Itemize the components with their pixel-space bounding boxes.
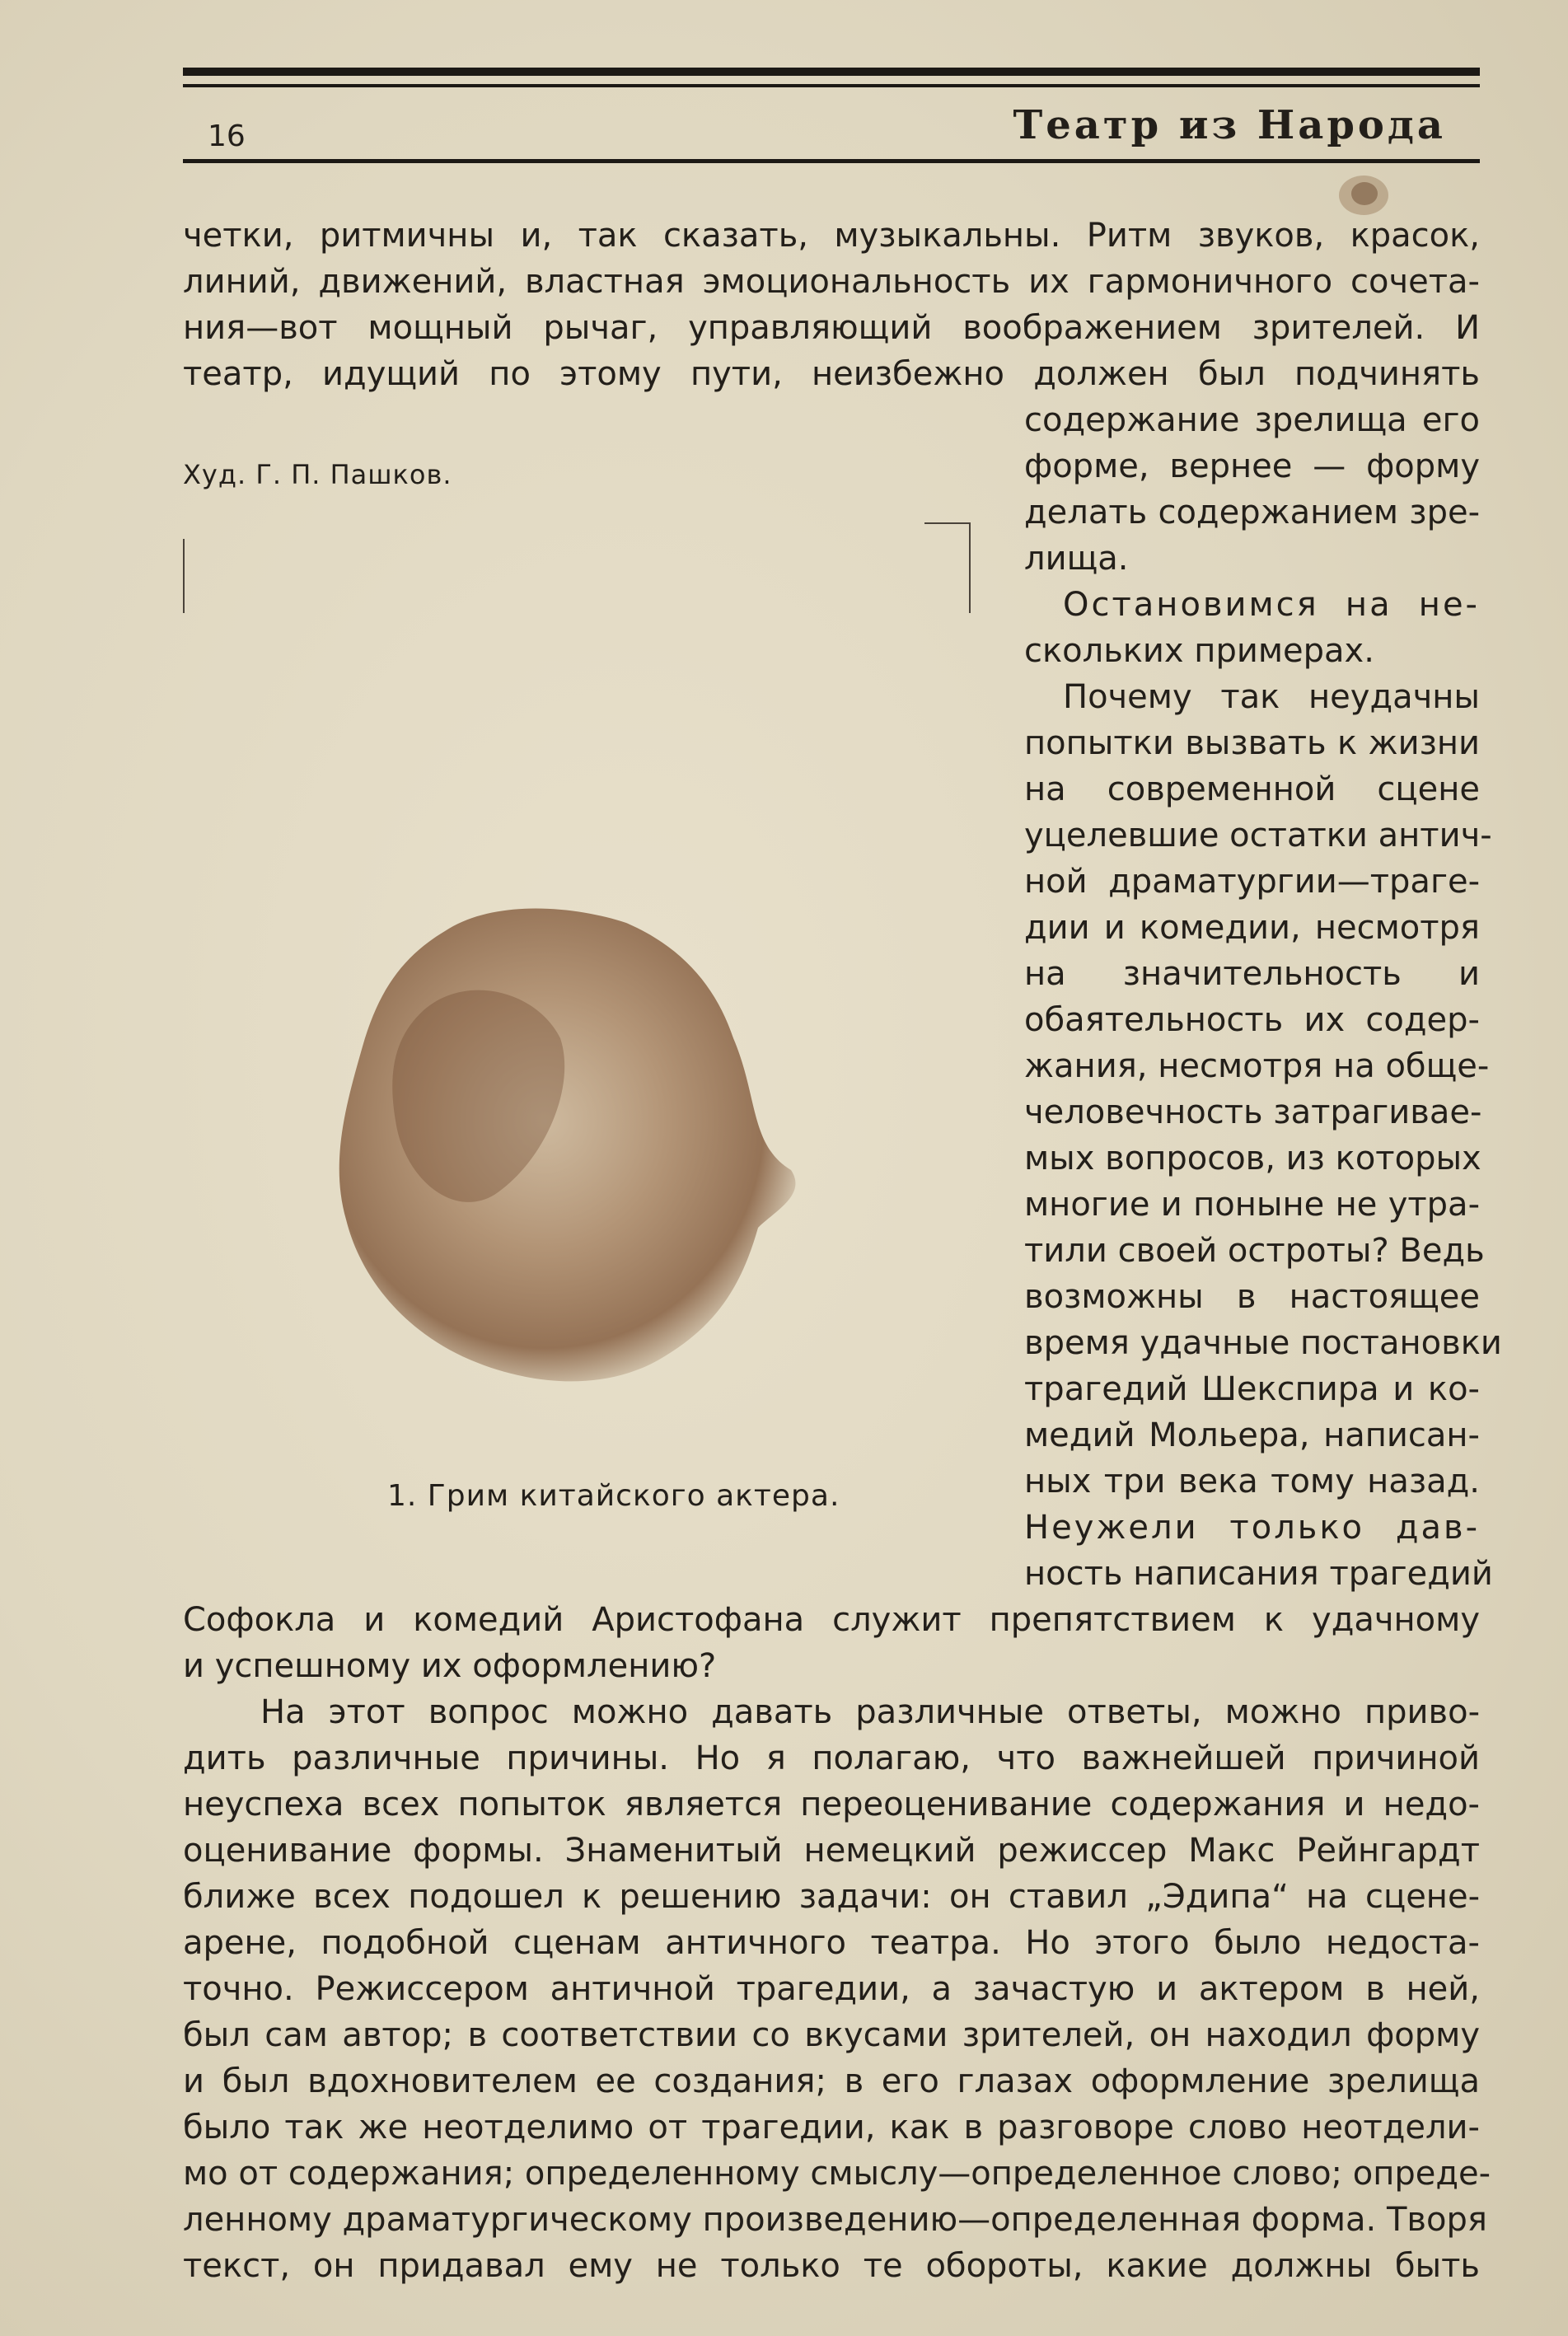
text-line: и был вдохновителем ее создания; в его глазах оформление зрелища: [183, 2062, 1480, 2100]
text-line: трагедий Шекспира и ко-: [1024, 1370, 1480, 1408]
figure-image-stain: [330, 898, 816, 1393]
text-line: мо от содержания; определенному смыслу—определенное слово; опреде-: [183, 2155, 1491, 2193]
paper-stain-spot: [1335, 169, 1392, 218]
text-line: попытки вызвать к жизни: [1024, 724, 1480, 762]
artist-credit: Худ. Г. П. Пашков.: [183, 459, 452, 490]
text-line: содержание зрелища его: [1024, 401, 1480, 439]
text-line: возможны в настоящее: [1024, 1278, 1480, 1316]
text-line: дить различные причины. Но я полагаю, что важнейшей причиной: [183, 1739, 1480, 1777]
text-line: делать содержанием зре-: [1024, 494, 1480, 531]
text-line: время удачные постановки: [1024, 1324, 1502, 1362]
figure-frame: [183, 522, 971, 613]
figure-caption: 1. Грим китайского актера.: [387, 1479, 840, 1513]
text-line: арене, подобной сценам античного театра. Но этого было недоста-: [183, 1924, 1480, 1962]
text-line: на значительность и: [1024, 955, 1480, 993]
text-line: ной драматургии—траге-: [1024, 863, 1480, 901]
text-line: точно. Режиссером античной трагедии, а зачастую и актером в ней,: [183, 1970, 1480, 2008]
text-line: на современной сцене: [1024, 770, 1480, 808]
header-rule-thin: [183, 84, 1480, 87]
text-line: Софокла и комедий Аристофана служит препятствием к удачному: [183, 1601, 1480, 1639]
text-line: ность написания трагедий: [1024, 1555, 1493, 1593]
header-rule-bottom: [183, 159, 1480, 163]
text-line: ния—вот мощный рычаг, управляющий воображением зрителей. И: [183, 309, 1480, 347]
text-line: дии и комедии, несмотря: [1024, 909, 1480, 947]
text-line: текст, он придавал ему не только те обороты, какие должны быть: [183, 2247, 1480, 2285]
text-line: оценивание формы. Знаменитый немецкий режиссер Макс Рейнгардт: [183, 1832, 1480, 1870]
text-line: театр, идущий по этому пути, неизбежно должен был подчинять: [183, 355, 1480, 393]
text-line: лища.: [1024, 540, 1129, 578]
header-rule-thick: [183, 68, 1480, 76]
text-line: ленному драматургическому произведению—определенная форма. Творя: [183, 2201, 1487, 2239]
text-line: было так же неотделимо от трагедии, как в разговоре слово неотдели-: [183, 2109, 1480, 2146]
text-line: Остановимся на не-: [1063, 586, 1480, 624]
text-line: четки, ритмичны и, так сказать, музыкальны. Ритм звуков, красок,: [183, 217, 1480, 255]
page-number: 16: [208, 119, 246, 153]
text-line: мых вопросов, из которых: [1024, 1140, 1481, 1177]
text-line: линий, движений, властная эмоциональность их гармоничного сочета-: [183, 263, 1480, 301]
text-line: На этот вопрос можно давать различные ответы, можно приво-: [260, 1693, 1480, 1731]
text-line: ных три века тому назад.: [1024, 1463, 1480, 1500]
text-line: был сам автор; в соответствии со вкусами зрителей, он находил форму: [183, 2016, 1480, 2054]
text-line: Почему так неудачны: [1063, 678, 1480, 716]
running-title: Театр из Народа: [1013, 102, 1446, 148]
text-line: Неужели только дав-: [1024, 1509, 1480, 1547]
text-line: и успешному их оформлению?: [183, 1647, 717, 1685]
text-line: обаятельность их содер-: [1024, 1001, 1480, 1039]
text-line: медий Мольера, написан-: [1024, 1416, 1480, 1454]
text-line: многие и поныне не утра-: [1024, 1186, 1480, 1224]
text-line: тили своей остроты? Ведь: [1024, 1232, 1485, 1270]
text-line: форме, вернее — форму: [1024, 447, 1480, 485]
text-line: неуспеха всех попыток является переоценивание содержания и недо-: [183, 1786, 1480, 1823]
text-line: жания, несмотря на обще-: [1024, 1047, 1490, 1085]
text-line: уцелевшие остатки антич-: [1024, 817, 1492, 854]
text-line: человечность затрагивае-: [1024, 1093, 1482, 1131]
text-line: ближе всех подошел к решению задачи: он ставил „Эдипа“ на сцене-: [183, 1878, 1480, 1916]
text-line: скольких примерах.: [1024, 632, 1374, 670]
